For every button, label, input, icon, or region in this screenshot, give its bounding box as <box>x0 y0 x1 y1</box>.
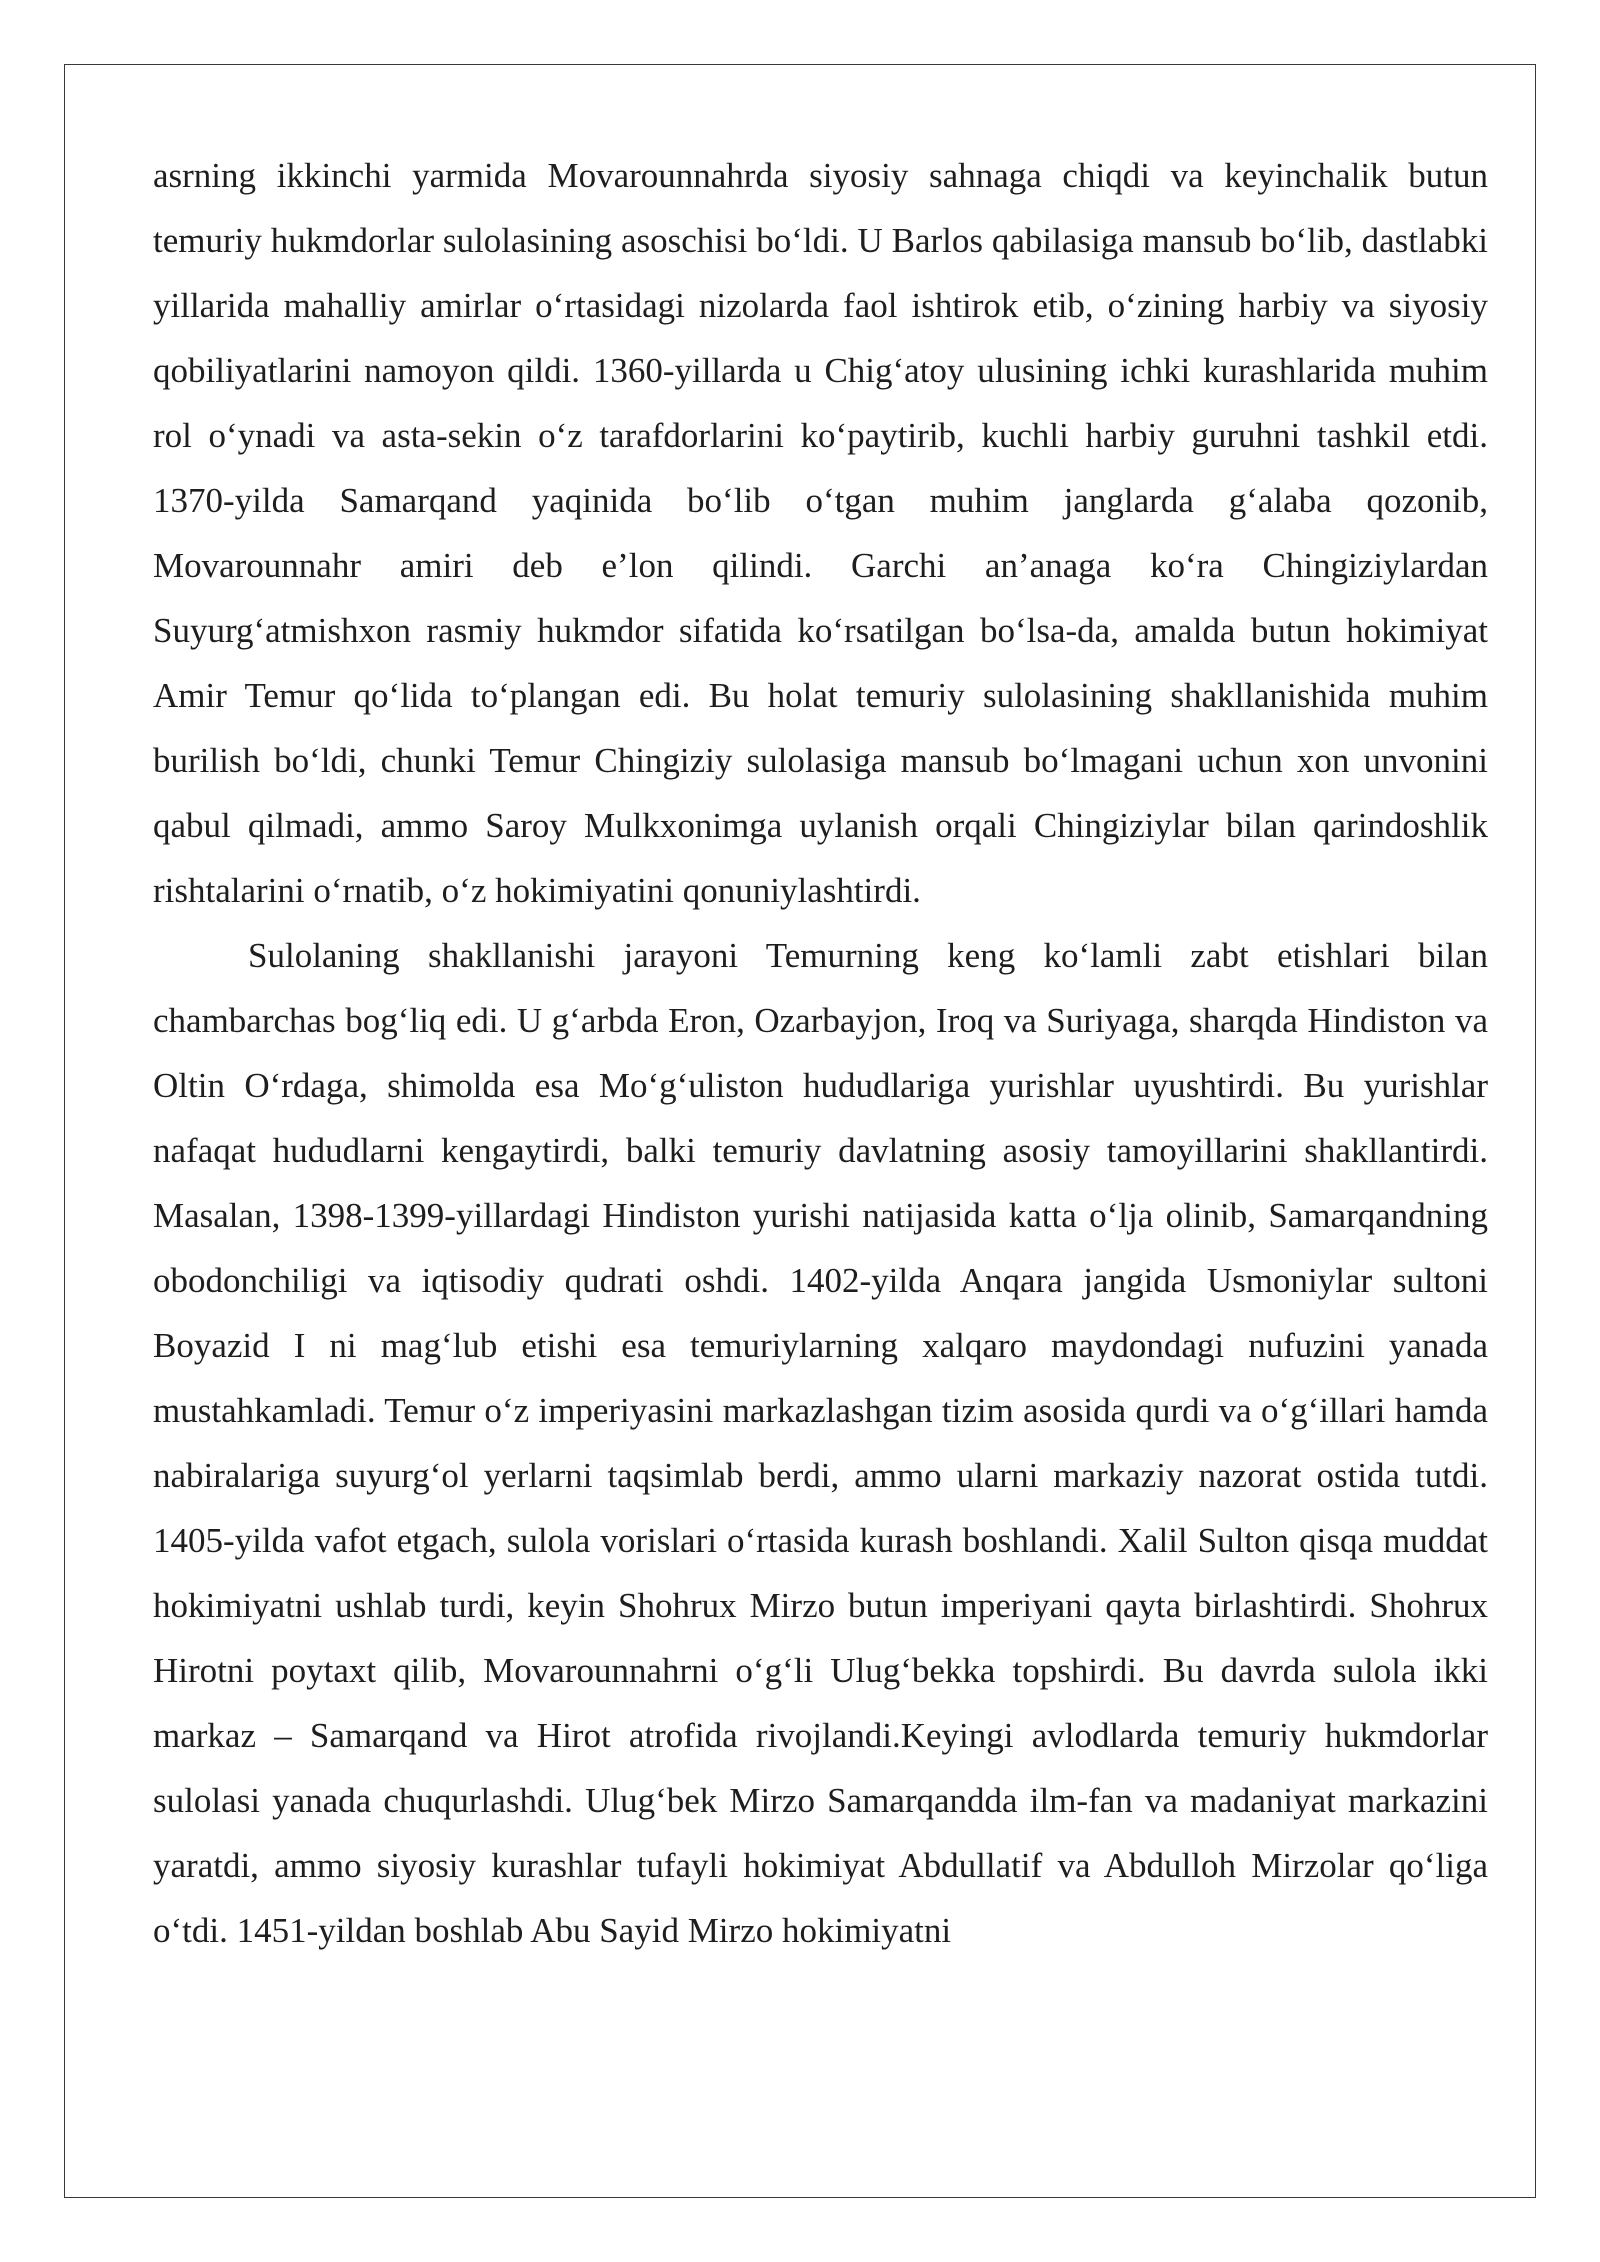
paragraph-2: Sulolaning shakllanishi jarayoni Temurning keng koʻlamli zabt etishlari bilan chambarchas bogʻliq edi. U gʻarbda Eron, Ozarbayjon, Iroq va Suriyaga, sharqda Hindiston va Oltin Oʻrdaga, shimolda esa Moʻgʻuliston hududlariga yurishlar uyushtirdi. Bu yurishlar nafaqat hududlarni kengaytirdi, balki temuriy davlatning asosiy tamoyillarini shakllantirdi. Masalan, 1398-1399-yillardagi Hindiston yurishi natijasida katta oʻlja olinib, Samarqandning obodonchiligi va iqtisodiy qudrati oshdi. 1402-yilda Anqara jangida Usmoniylar sultoni Boyazid I ni magʻlub etishi esa temuriylarning xalqaro maydondagi nufuzini yanada mustahkamladi. Temur oʻz imperiyasini markazlashgan tizim asosida qurdi va oʻgʻillari hamda nabiralariga suyurgʻol yerlarni taqsimlab berdi, ammo ularni markaziy nazorat ostida tutdi. 1405-yilda vafot etgach, sulola vorislari oʻrtasida kurash boshlandi. Xalil Sulton qisqa muddat hokimiyatni ushlab turdi, keyin Shohrux Mirzo butun imperiyani qayta birlashtirdi. Shohrux Hirotni poytaxt qilib, Movarounnahrni oʻgʻli Ulugʻbekka topshirdi. Bu davrda sulola ikki markaz – Samarqand va Hirot atrofida rivojlandi.Keyingi avlodlarda temuriy hukmdorlar sulolasi yanada chuqurlashdi. Ulugʻbek Mirzo Samarqandda ilm-fan va madaniyat markazini yaratdi, ammo siyosiy kurashlar tufayli hokimiyat Abdullatif va Abdulloh Mirzolar qoʻliga oʻtdi. 1451-yildan boshlab Abu Sayid Mirzo hokimiyatni <box>153 936 1488 1950</box>
paragraph-1: asrning ikkinchi yarmida Movarounnahrda siyosiy sahnaga chiqdi va keyinchalik butun temuriy hukmdorlar sulolasining asoschisi boʻldi. U Barlos qabilasiga mansub boʻlib, dastlabki yillarida mahalliy amirlar oʻrtasidagi nizolarda faol ishtirok etib, oʻzining harbiy va siyosiy qobiliyatlarini namoyon qildi. 1360-yillarda u Chigʻatoy ulusining ichki kurashlarida muhim rol oʻynadi va asta-sekin oʻz tarafdorlarini koʻpaytirib, kuchli harbiy guruhni tashkil etdi. 1370-yilda Samarqand yaqinida boʻlib oʻtgan muhim janglarda gʻalaba qozonib, Movarounnahr amiri deb e’lon qilindi. Garchi an’anaga koʻra Chingiziylardan Suyurgʻatmishxon rasmiy hukmdor sifatida koʻrsatilgan boʻlsa-da, amalda butun hokimiyat Amir Temur qoʻlida toʻplangan edi. Bu holat temuriy sulolasining shakllanishida muhim burilish boʻldi, chunki Temur Chingiziy sulolasiga mansub boʻlmagani uchun xon unvonini qabul qilmadi, ammo Saroy Mulkxonimga uylanish orqali Chingiziylar bilan qarindoshlik rishtalarini oʻrnatib, oʻz hokimiyatini qonuniylashtirdi. <box>153 156 1488 910</box>
document-body <box>153 143 1488 1963</box>
